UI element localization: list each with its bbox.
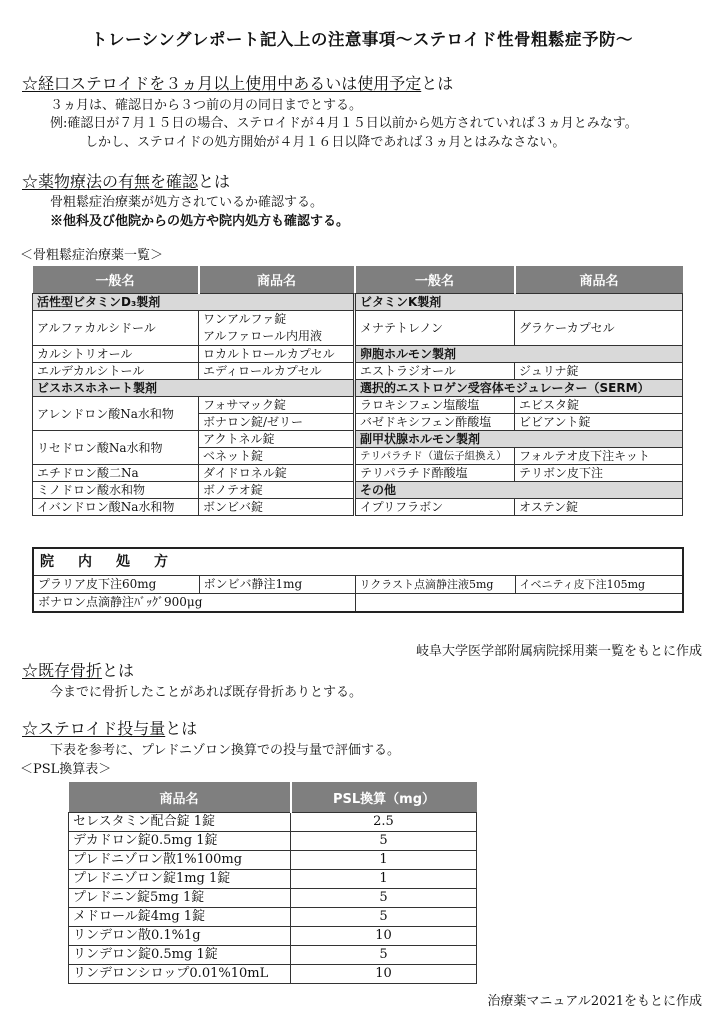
table-header-row [69,782,477,813]
section-heading-text: 既存骨折 [38,661,103,680]
header-psl-conversion: PSL換算（mg） [291,782,477,813]
section-mark: ☆ [22,661,39,680]
table-row [69,870,477,889]
section-mark: ☆ [22,719,39,738]
psl-value-cell: 1 [291,870,477,889]
psl-value-cell: 5 [291,832,477,851]
generic-cell: メナテトレノン [355,311,515,346]
section-heading-suffix: とは [421,74,454,93]
generic-cell: アルファカルシドール [33,311,199,346]
brand-cell: ロカルトロールカプセル [199,346,355,363]
generic-cell: テリパラチド酢酸塩 [355,465,515,482]
psl-value-cell: 10 [291,965,477,984]
table-row [33,294,683,311]
table-row [33,594,683,613]
source-note-hospital: 岐阜大学医学部附属病院採用薬一覧をもとに作成 [415,644,702,659]
psl-value-cell: 1 [291,851,477,870]
drug-list-label: ＜骨粗鬆症治療薬一覧＞ [20,248,164,263]
section-heading-text: 経口ステロイドを３ヵ月以上使用中あるいは使用予定 [38,74,422,93]
sec2-line1: 骨粗鬆症治療薬が処方されているか確認する。 [50,195,324,210]
table-row [33,576,683,594]
brand-cell: アクトネル錠 [199,431,355,448]
product-cell: セレスタミン配合錠 1錠 [69,813,291,832]
brand-cell [199,311,355,346]
table-row [33,363,683,380]
drug-cell: リクラスト点滴静注液5mg [355,576,515,594]
table-row [33,499,683,516]
table-row [69,965,477,984]
brand-cell: ベネット錠 [199,448,355,465]
sec3-line1: 今までに骨折したことがあれば既存骨折ありとする。 [50,685,363,700]
generic-cell: テリパラチド（遺伝子組換え） [355,448,515,465]
generic-cell: ラロキシフェン塩酸塩 [355,397,515,414]
product-cell: プレドニゾロン散1%100mg [69,851,291,870]
section-steroid-dose-heading [22,716,197,739]
generic-cell: リセドロン酸Na水和物 [33,431,199,465]
brand-cell: ボノテオ錠 [199,482,355,499]
section-heading-suffix: とは [198,172,231,191]
empty-cell [355,594,683,613]
product-cell: メドロール錠4mg 1錠 [69,908,291,927]
product-cell: プレドニゾロン錠1mg 1錠 [69,870,291,889]
section-mark: ☆ [22,74,39,93]
table-row [69,889,477,908]
in-house-prescription-table [32,547,684,613]
category-bisphosphonate: ビスホスホネート製剤 [33,380,355,397]
psl-value-cell: 10 [291,927,477,946]
psl-value-cell: 5 [291,946,477,965]
table-row [33,397,683,414]
psl-conversion-table [68,782,477,984]
section-heading-text: ステロイド投与量 [38,719,166,738]
psl-value-cell: 5 [291,889,477,908]
brand-cell: オステン錠 [515,499,683,516]
header-generic-name: 一般名 [355,266,515,294]
category-others: その他 [355,482,683,499]
section-oral-steroid-heading [22,71,453,94]
table-row [69,908,477,927]
drug-cell: イベニティ皮下注105mg [515,576,683,594]
generic-cell: イプリフラボン [355,499,515,516]
header-brand-name: 商品名 [199,266,355,294]
brand-cell: テリボン皮下注 [515,465,683,482]
brand-line: アルファロール内用液 [203,329,323,343]
in-house-title: 院内処方 [33,548,683,576]
brand-cell: ボナロン錠/ゼリー [199,414,355,431]
brand-cell: エディロールカプセル [199,363,355,380]
osteoporosis-drug-table [32,266,683,516]
generic-cell: エストラジオール [355,363,515,380]
drug-cell: ボンビバ静注1mg [199,576,355,594]
brand-line: ワンアルファ錠 [203,312,287,326]
brand-cell: ボンビバ錠 [199,499,355,516]
brand-cell: エビスタ錠 [515,397,683,414]
section-heading-suffix: とは [165,719,198,738]
category-vitamin-d3: 活性型ビタミンD₃製剤 [33,294,355,311]
category-follicle-hormone: 卵胞ホルモン製剤 [355,346,683,363]
sec1-line3: しかし、ステロイドの処方開始が４月１６日以降であれば３ヵ月とはみなさない。 [85,135,566,150]
table-row [33,431,683,448]
generic-cell: ミノドロン酸水和物 [33,482,199,499]
category-vitamin-k: ビタミンK製剤 [355,294,683,311]
product-cell: リンデロンシロップ0.01%10mL [69,965,291,984]
section-drug-therapy-heading [22,169,230,192]
sec2-note: ※他科及び他院からの処方や院内処方も確認する。 [50,214,350,229]
sec4-line1: 下表を参考に、プレドニゾロン換算での投与量で評価する。 [50,743,400,758]
generic-cell: カルシトリオール [33,346,199,363]
table-row [69,813,477,832]
header-brand-name: 商品名 [515,266,683,294]
psl-table-label: ＜PSL換算表＞ [20,762,112,777]
psl-value-cell: 2.5 [291,813,477,832]
table-row [33,482,683,499]
header-generic-name: 一般名 [33,266,199,294]
brand-cell: フォルテオ皮下注キット [515,448,683,465]
generic-cell: エルデカルシトール [33,363,199,380]
product-cell: リンデロン散0.1%1g [69,927,291,946]
product-cell: デカドロン錠0.5mg 1錠 [69,832,291,851]
sec1-line2: 例:確認日が７月１５日の場合、ステロイドが４月１５日以前から処方されていれば３ヵ月とみなす。 [50,116,638,131]
brand-cell: ジュリナ錠 [515,363,683,380]
header-product-name: 商品名 [69,782,291,813]
product-cell: リンデロン錠0.5mg 1錠 [69,946,291,965]
brand-cell: フォサマック錠 [199,397,355,414]
table-row [33,346,683,363]
category-parathyroid-hormone: 副甲状腺ホルモン製剤 [355,431,683,448]
table-row [33,380,683,397]
brand-cell: ダイドロネル錠 [199,465,355,482]
category-serm: 選択的エストロゲン受容体モジュレーター（SERM） [355,380,683,397]
generic-cell: イバンドロン酸Na水和物 [33,499,199,516]
table-header-row [33,266,683,294]
table-row [69,832,477,851]
section-mark: ☆ [22,172,39,191]
section-heading-text: 薬物療法の有無を確認 [38,172,199,191]
source-note-manual: 治療薬マニュアル2021をもとに作成 [487,994,702,1009]
table-row [33,465,683,482]
generic-cell: アレンドロン酸Na水和物 [33,397,199,431]
section-heading-suffix: とは [102,661,135,680]
table-row [33,311,683,346]
brand-cell: グラケーカプセル [515,311,683,346]
generic-cell: バゼドキシフェン酢酸塩 [355,414,515,431]
product-cell: プレドニン錠5mg 1錠 [69,889,291,908]
psl-value-cell: 5 [291,908,477,927]
sec1-line1: ３ヵ月は、確認日から３つ前の月の同日までとする。 [50,98,363,113]
table-row [33,548,683,576]
table-row [69,927,477,946]
drug-cell: ボナロン点滴静注ﾊﾞｯｸﾞ900μg [33,594,355,613]
table-row [69,946,477,965]
brand-cell: ビビアント錠 [515,414,683,431]
section-existing-fracture-heading [22,658,134,681]
table-row [69,851,477,870]
page-title: トレーシングレポート記入上の注意事項〜ステロイド性骨粗鬆症予防〜 [90,30,634,49]
drug-cell: プラリア皮下注60mg [33,576,199,594]
generic-cell: エチドロン酸二Na [33,465,199,482]
